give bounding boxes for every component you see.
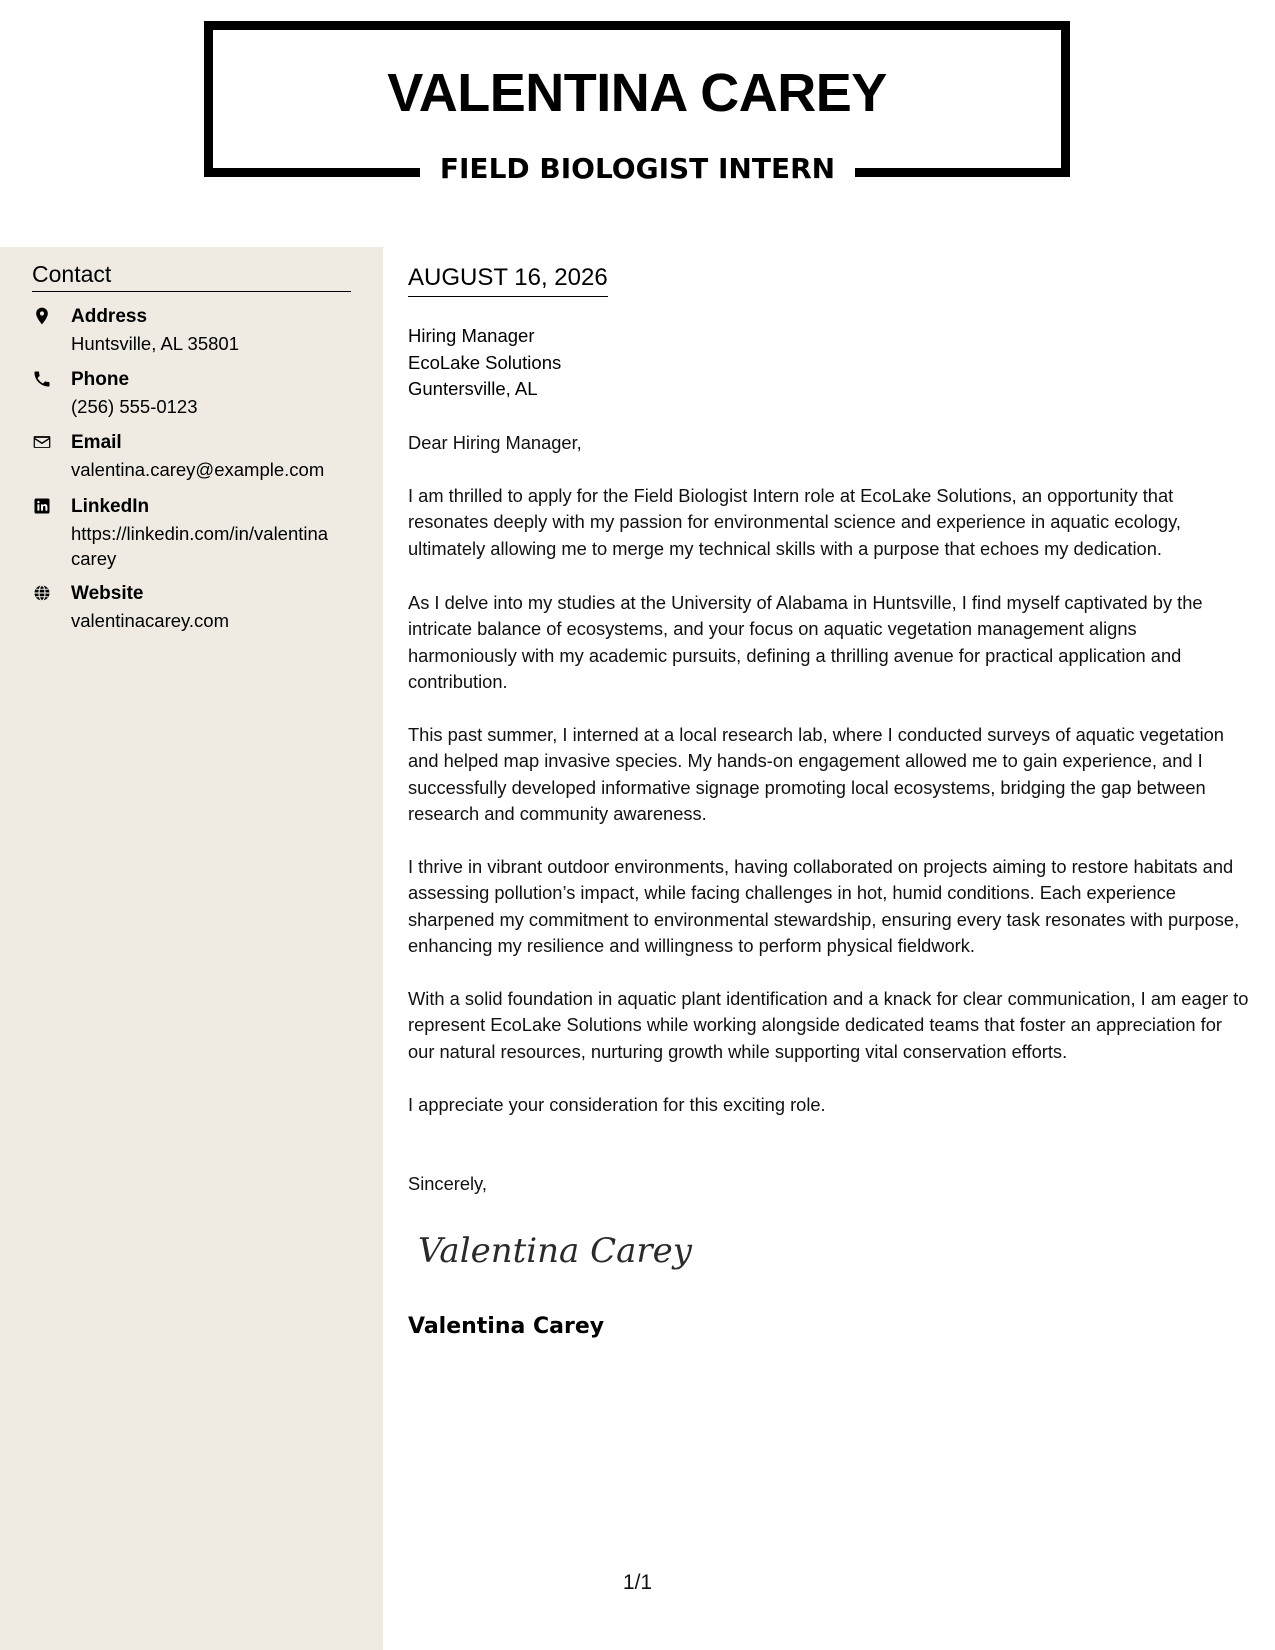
- page-number: 1/1: [622, 1571, 653, 1594]
- contact-label: Address: [71, 306, 148, 327]
- phone-icon: [32, 369, 56, 393]
- recipient-line: Guntersville, AL: [408, 378, 538, 399]
- salutation: Dear Hiring Manager,: [408, 432, 582, 453]
- contact-value: Huntsville, AL 35801: [71, 333, 239, 354]
- contact-label: Website: [71, 583, 144, 604]
- contact-value: valentinacarey.com: [71, 610, 230, 631]
- contact-value: valentina.carey@example.com: [71, 459, 325, 480]
- recipient-line: EcoLake Solutions: [408, 351, 562, 373]
- header-frame-bottom-right: [855, 168, 1070, 177]
- letter-date: AUGUST 16, 2026: [408, 264, 608, 297]
- globe-icon: [32, 583, 56, 607]
- contact-label: LinkedIn: [71, 496, 150, 517]
- candidate-name: VALENTINA CAREY: [387, 63, 887, 123]
- letter-paragraph: This past summer, I interned at a local research lab, where I conducted surveys of aquatic vegetation and helped map invasive species. My hands-on engagement allowed me to gain experience, and I successfully developed informative signage promoting local ecosystems, bridging the gap between research and community awareness.: [408, 724, 1224, 824]
- letter-paragraph: I thrive in vibrant outdoor environments, having collaborated on projects aiming to restore habitats and assessing pollution’s impact, while facing challenges in hot, humid conditions. Each experience sharpened my commitment to environmental stewardship, ensuring every task resonates with purpose, enhancing my resilience and willingness to perform physical fieldwork.: [408, 856, 1240, 956]
- contact-label: Email: [71, 432, 122, 453]
- header-frame-bottom-left: [204, 168, 420, 177]
- map-pin-icon: [32, 306, 56, 330]
- signature-text: Valentina Carey: [418, 1231, 692, 1271]
- job-title: FIELD BIOLOGIST INTERN: [439, 152, 836, 185]
- email-icon: [32, 432, 56, 456]
- contact-heading: Contact: [32, 261, 351, 292]
- closing: Sincerely,: [408, 1173, 487, 1194]
- signer-name: Valentina Carey: [408, 1314, 605, 1339]
- contact-label: Phone: [71, 369, 130, 390]
- letter-paragraph: I am thrilled to apply for the Field Biologist Intern role at EcoLake Solutions, an opportunity that resonates deeply with my passion for environmental science and experience in aquatic ecology, ultimately allowing me to merge my technical skills with a purpose that echoes my dedication.: [408, 485, 1181, 559]
- recipient-block: [408, 323, 561, 403]
- letter-paragraph: As I delve into my studies at the University of Alabama in Huntsville, I find myself captivated by the intricate balance of ecosystems, and your focus on aquatic vegetation management aligns harmoniously with my academic pursuits, defining a thrilling avenue for practical application and contribution.: [408, 592, 1203, 692]
- letter-paragraph: With a solid foundation in aquatic plant identification and a knack for clear communication, I am eager to represent EcoLake Solutions while working alongside dedicated teams that foster an appreciation for our natural resources, nurturing growth while supporting vital conservation efforts.: [408, 988, 1249, 1062]
- linkedin-icon: [32, 496, 56, 520]
- contact-value: (256) 555-0123: [71, 396, 198, 417]
- recipient-line: Hiring Manager: [408, 325, 535, 346]
- letter-paragraph: I appreciate your consideration for this exciting role.: [408, 1094, 826, 1115]
- signature: [414, 1228, 692, 1278]
- contact-value: https://linkedin.com/in/valentina carey: [71, 523, 329, 569]
